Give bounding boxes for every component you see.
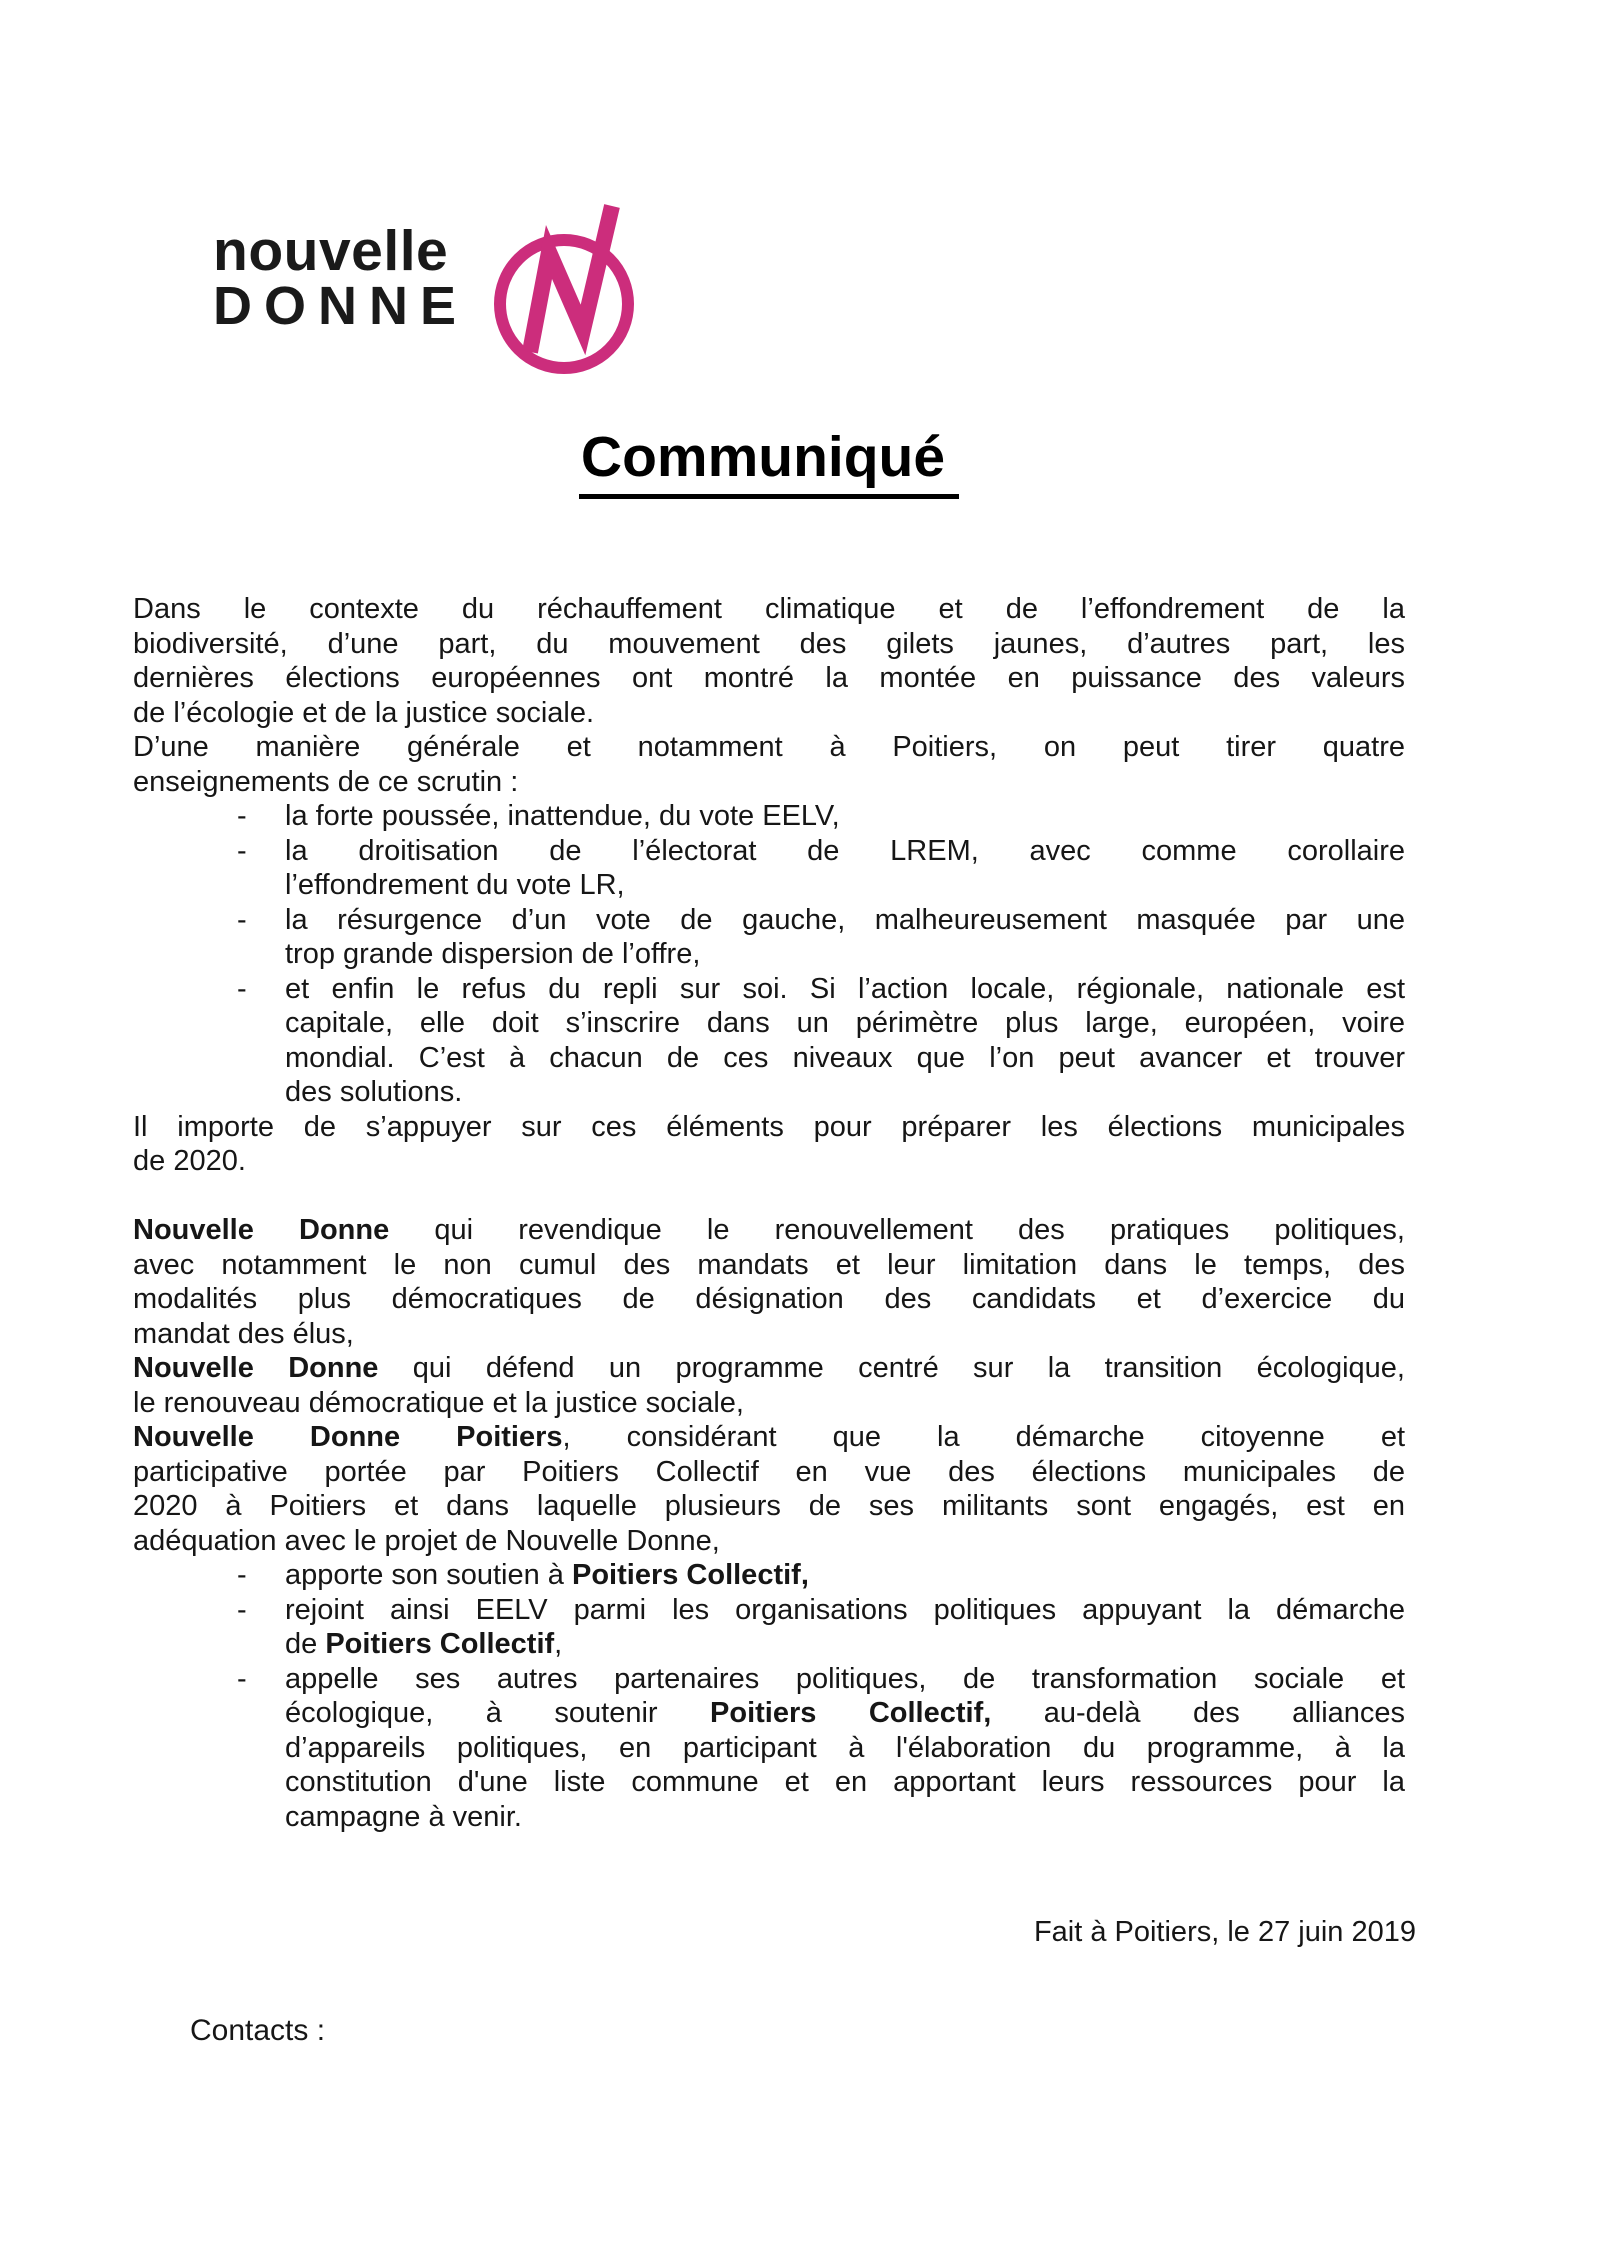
contacts-label: Contacts : xyxy=(190,2014,326,2047)
text-line xyxy=(285,1696,1405,1731)
text-line xyxy=(133,1317,1405,1352)
text-line xyxy=(285,1765,1405,1800)
text-line xyxy=(133,1110,1405,1145)
text-run: l’effondrement du vote LR, xyxy=(285,869,625,901)
text-line xyxy=(285,799,1405,834)
bold-text: Nouvelle Donne Poitiers xyxy=(133,1421,563,1453)
text-run: dernières élections européennes ont montré la montée en puissance des valeurs xyxy=(133,662,1405,694)
text-run: D’une manière générale et notamment à Poitiers, on peut tirer quatre xyxy=(133,731,1405,763)
bullet-dash: - xyxy=(237,1559,247,1591)
text-line xyxy=(285,1731,1405,1766)
list-item xyxy=(133,834,1405,903)
text-run: la résurgence d’un vote de gauche, malheureusement masquée par une xyxy=(285,903,1405,936)
text-run: au-delà des alliances xyxy=(991,1697,1406,1729)
text-run: enseignements de ce scrutin : xyxy=(133,765,519,798)
bold-text: Nouvelle Donne xyxy=(133,1352,379,1384)
list-item xyxy=(133,1593,1405,1662)
page-title xyxy=(133,424,1405,490)
text-run: rejoint ainsi EELV parmi les organisations politiques appuyant la démarche xyxy=(285,1593,1405,1626)
text-line xyxy=(285,1627,1405,1662)
dateline: Fait à Poitiers, le 27 juin 2019 xyxy=(1033,1916,1416,1948)
text-run: qui défend un programme centré sur la transition écologique, xyxy=(378,1352,1405,1384)
text-run: trop grande dispersion de l’offre, xyxy=(285,938,701,970)
text-run: , considérant que la démarche citoyenne et xyxy=(562,1421,1405,1453)
text-run: de xyxy=(285,1628,326,1660)
text-run: , xyxy=(554,1628,563,1660)
text-line xyxy=(133,1144,1405,1179)
text-run: avec notamment le non cumul des mandats et leur limitation dans le temps, des xyxy=(133,1248,1405,1281)
paragraph xyxy=(133,1110,1405,1179)
list-item xyxy=(133,799,1405,834)
text-line xyxy=(285,834,1405,869)
paragraph xyxy=(133,1351,1405,1420)
text-run: constitution d'une liste commune et en apportant leurs ressources pour la xyxy=(285,1766,1405,1798)
bullet-dash: - xyxy=(237,903,247,936)
bold-text: Nouvelle Donne xyxy=(133,1214,390,1246)
text-run: le renouveau démocratique et la justice sociale, xyxy=(133,1386,744,1419)
text-line xyxy=(133,592,1405,627)
text-run: apporte son soutien à xyxy=(285,1559,572,1591)
text-run: 2020 à Poitiers et dans laquelle plusieurs de ses militants sont engagés, est en xyxy=(133,1490,1405,1522)
text-run: campagne à venir. xyxy=(285,1800,522,1833)
text-line xyxy=(133,1248,1405,1283)
paragraph xyxy=(133,592,1405,730)
text-line xyxy=(285,972,1405,1007)
list-item xyxy=(133,1558,1405,1593)
text-run: participative portée par Poitiers Collectif en vue des élections municipales de xyxy=(133,1455,1405,1488)
text-run: Il importe de s’appuyer sur ces éléments pour préparer les élections municipales xyxy=(133,1110,1405,1143)
bullet-dash: - xyxy=(237,800,247,832)
text-line xyxy=(133,696,1405,731)
text-run: adéquation avec le projet de Nouvelle Donne, xyxy=(133,1524,720,1557)
text-line xyxy=(133,1213,1405,1248)
text-line xyxy=(133,730,1405,765)
text-line xyxy=(133,1282,1405,1317)
text-run: mandat des élus, xyxy=(133,1317,354,1350)
text-line xyxy=(133,1351,1405,1386)
text-run: modalités plus démocratiques de désignation des candidats et d’exercice du xyxy=(133,1283,1405,1315)
bullet-dash: - xyxy=(237,1662,247,1695)
logo-word-nouvelle: nouvelle xyxy=(213,219,449,283)
text-run: de l’écologie et de la justice sociale. xyxy=(133,696,595,729)
text-line xyxy=(133,1489,1405,1524)
text-line xyxy=(133,1420,1405,1455)
list-item xyxy=(133,972,1405,1110)
list-item xyxy=(133,1662,1405,1835)
bullet-dash: - xyxy=(237,834,247,867)
logo-wordmark xyxy=(213,208,468,334)
nouvelle-donne-logo xyxy=(213,208,642,384)
text-run: des solutions. xyxy=(285,1076,463,1108)
text-line xyxy=(285,1800,1405,1835)
text-run: capitale, elle doit s’inscrire dans un périmètre plus large, européen, voire xyxy=(285,1007,1405,1039)
text-line xyxy=(133,1524,1405,1559)
text-run: de 2020. xyxy=(133,1145,246,1177)
list-item xyxy=(133,903,1405,972)
bullet-dash: - xyxy=(237,972,247,1005)
paragraph xyxy=(133,1420,1405,1558)
text-line xyxy=(133,1455,1405,1490)
text-line xyxy=(133,1386,1405,1421)
bold-text: Poitiers Collectif, xyxy=(571,1559,809,1591)
text-line xyxy=(285,1662,1405,1697)
logo-word-donne: DONNE xyxy=(213,276,469,336)
text-run: et enfin le refus du repli sur soi. Si l’action locale, régionale, nationale est xyxy=(285,972,1405,1005)
text-line xyxy=(285,1006,1405,1041)
text-line xyxy=(133,627,1405,662)
circle-n-logo-icon xyxy=(490,198,642,384)
text-run: appelle ses autres partenaires politiques, de transformation sociale et xyxy=(285,1662,1405,1695)
text-line xyxy=(285,1593,1405,1628)
paragraph xyxy=(133,1213,1405,1351)
text-line xyxy=(285,1075,1405,1110)
document-body xyxy=(133,592,1405,1834)
paragraph xyxy=(133,730,1405,799)
blank-line xyxy=(133,1179,1405,1214)
bold-text: Poitiers Collectif xyxy=(325,1628,555,1660)
text-line xyxy=(285,937,1405,972)
text-line xyxy=(285,1041,1405,1076)
text-run: la droitisation de l’électorat de LREM, avec comme corollaire xyxy=(285,834,1405,867)
text-line xyxy=(133,765,1405,800)
text-run: écologique, à soutenir xyxy=(285,1697,711,1729)
bold-text: Poitiers Collectif, xyxy=(710,1697,992,1729)
bullet-dash: - xyxy=(237,1593,247,1626)
text-run: la forte poussée, inattendue, du vote EELV, xyxy=(285,800,840,832)
text-run: mondial. C’est à chacun de ces niveaux que l’on peut avancer et trouver xyxy=(285,1041,1405,1074)
text-run: Dans le contexte du réchauffement climatique et de l’effondrement de la xyxy=(133,593,1405,625)
text-line xyxy=(133,661,1405,696)
text-run: d’appareils politiques, en participant à l'élaboration du programme, à la xyxy=(285,1731,1405,1764)
text-line xyxy=(285,1558,1405,1593)
text-line xyxy=(285,868,1405,903)
text-run: biodiversité, d’une part, du mouvement des gilets jaunes, d’autres part, les xyxy=(133,627,1405,660)
text-run: qui revendique le renouvellement des pratiques politiques, xyxy=(389,1214,1405,1246)
page-title-text: Communiqué xyxy=(579,425,959,499)
text-line xyxy=(285,903,1405,938)
